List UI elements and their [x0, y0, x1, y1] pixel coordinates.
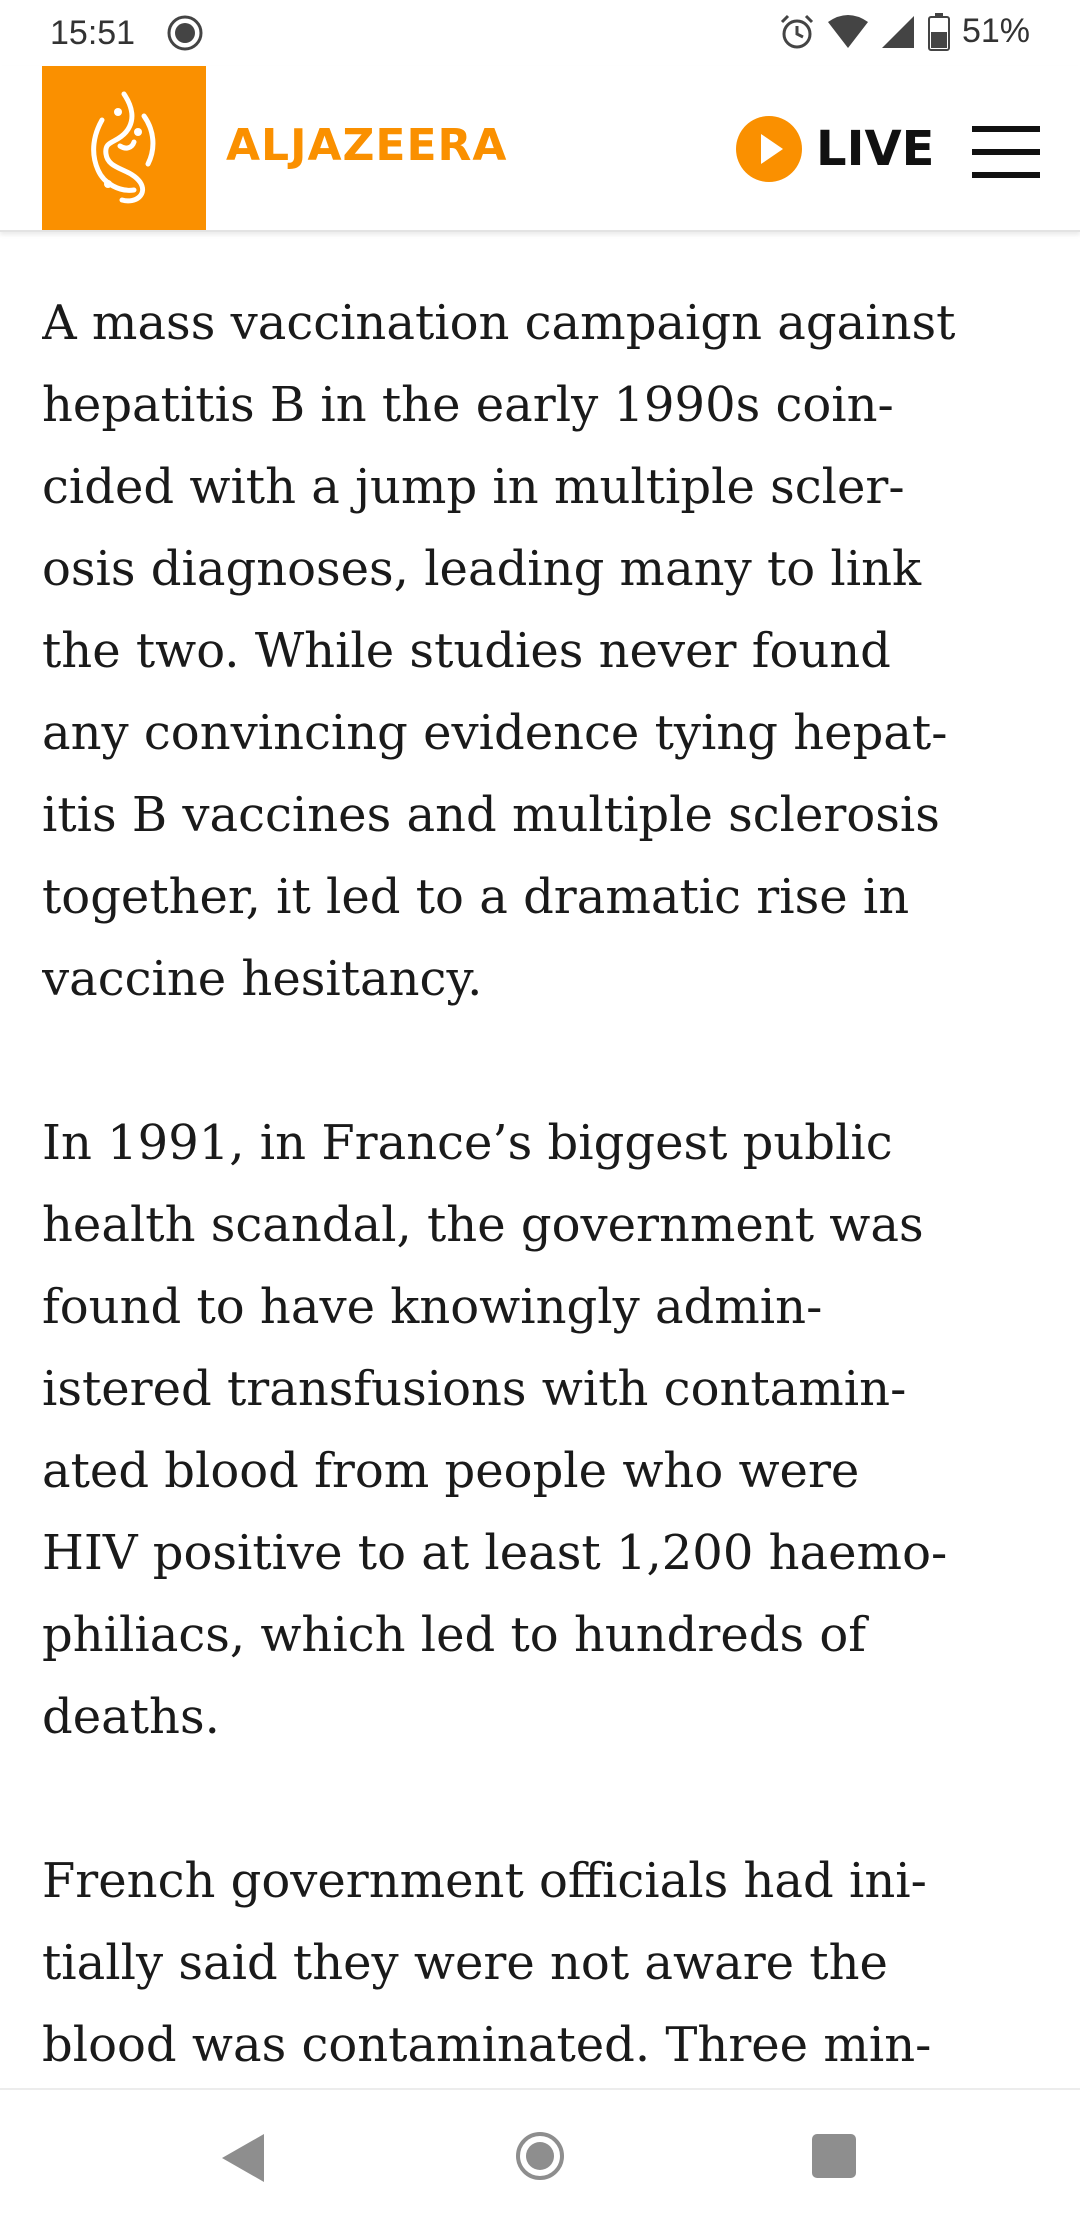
- aljazeera-logo[interactable]: [42, 66, 206, 230]
- article-body: [42, 282, 1042, 2082]
- back-icon[interactable]: [222, 2134, 264, 2182]
- battery-icon: [928, 13, 950, 51]
- article-paragraph: In 1991, in France’s biggest public health scandal, the government was found to have knowingly admin- istered transfusions with contamin- ated blood from people who were HIV positive to at least 1,200 haemo- philiacs, which led to hundreds of deaths.: [42, 1115, 948, 1745]
- recent-apps-icon[interactable]: [812, 2134, 856, 2178]
- battery-percent: 51%: [961, 12, 1030, 50]
- brand-name[interactable]: ALJAZEERA: [226, 120, 508, 171]
- signal-icon: [880, 14, 916, 50]
- aljazeera-calligraphy-icon: [74, 86, 174, 210]
- home-icon[interactable]: [516, 2132, 564, 2180]
- status-icons: [778, 12, 1030, 51]
- live-button[interactable]: [736, 116, 934, 182]
- article-paragraph: French government officials had ini- tially said they were not aware the blood was contaminated. Three min-: [42, 1853, 932, 2073]
- alarm-icon: [778, 13, 816, 51]
- live-label: LIVE: [816, 121, 935, 177]
- status-time: 15:51: [50, 14, 136, 52]
- hamburger-menu-icon[interactable]: [972, 126, 1040, 178]
- status-bar: [0, 0, 1080, 66]
- system-nav-bar: [0, 2088, 1080, 2222]
- wifi-icon: [828, 14, 868, 50]
- site-header: [0, 66, 1080, 232]
- record-icon: [166, 14, 204, 52]
- article-paragraph: A mass vaccination campaign against hepatitis B in the early 1990s coin- cided with a jump in multiple scler- osis diagnoses, leading many to link the two. While studies never found any convincing evidence tying hepat- itis B vaccines and multiple sclerosis together, it led to a dramatic rise in vaccine hesitancy.: [42, 295, 956, 1007]
- play-icon: [736, 116, 802, 182]
